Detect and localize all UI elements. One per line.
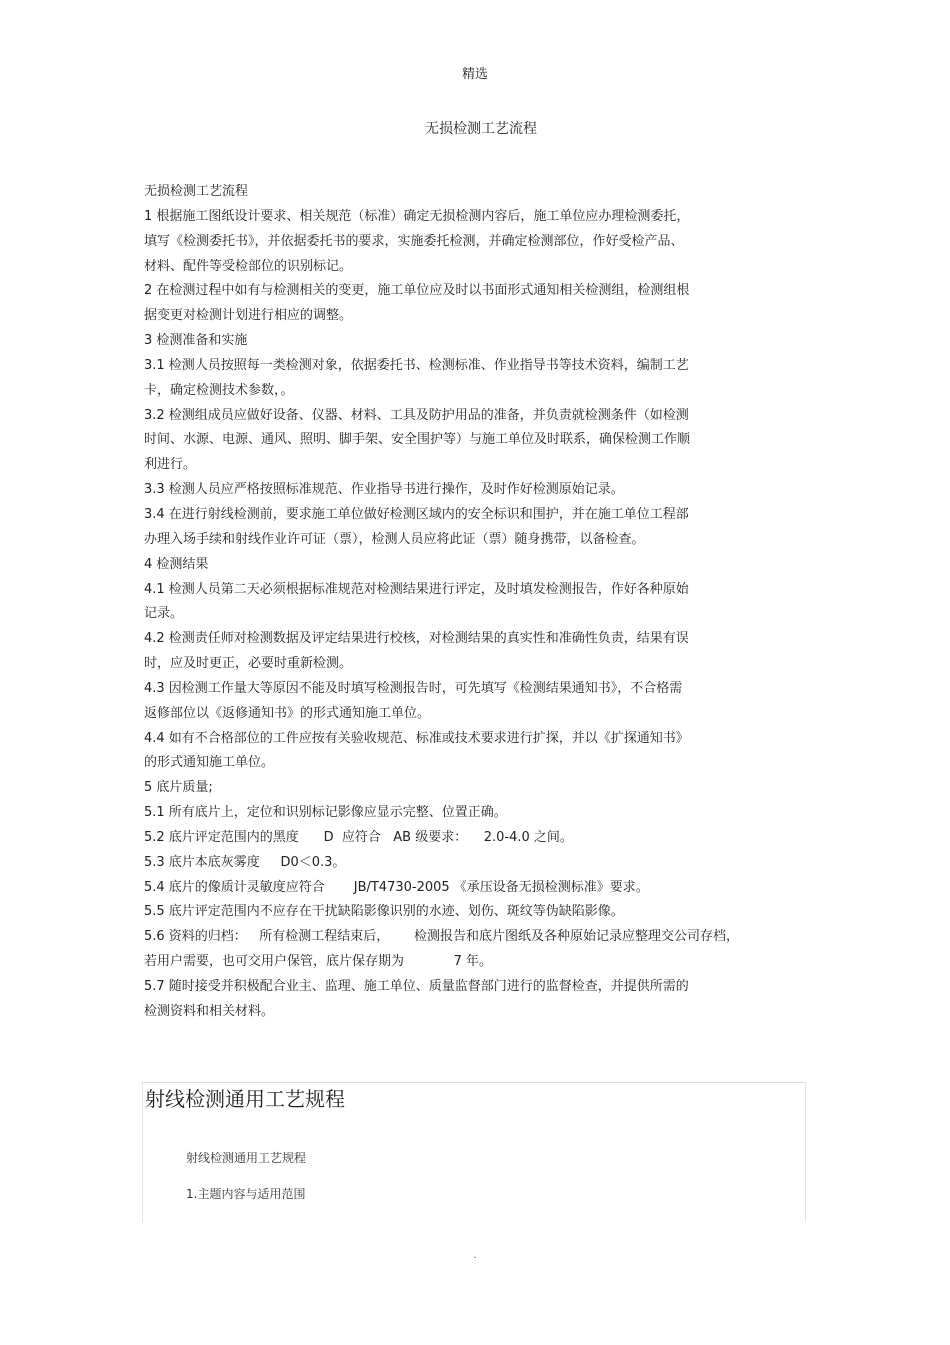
text-line: 5.6 资料的归档： 所有检测工程结束后， 检测报告和底片图纸及各种原始记录应整理交公司存档， <box>144 929 739 945</box>
text-line: 的形式通知施工单位。 <box>144 755 275 771</box>
text-line: 4 检测结果 <box>144 556 209 572</box>
text-line: 5.1 所有底片上，定位和识别标记影像应显示完整、位置正确。 <box>144 805 507 821</box>
text-line: 时间、水源、电源、通风、照明、脚手架、安全围护等）与施工单位及时联系，确保检测工作顺 <box>144 432 691 448</box>
text-line: 5.2 底片评定范围内的黑度 D 应符合 AB 级要求： 2.0-4.0 之间。 <box>144 829 573 845</box>
text-line: 5.7 随时接受并积极配合业主、监理、施工单位、质量监督部门进行的监督检查，并提供所需的 <box>144 979 689 994</box>
text-line: 3 检测准备和实施 <box>144 333 248 349</box>
footer-mark: . <box>473 1250 477 1261</box>
text-line: 卡，确定检测技术参数，。 <box>144 382 294 398</box>
text-line: 若用户需要，也可交用户保管，底片保存期为 7 年。 <box>144 954 492 970</box>
document-title: 无损检测工艺流程 <box>425 121 537 137</box>
embedded-heading: 射线检测通用工艺规程 <box>145 1087 345 1111</box>
header-mark: 精选 <box>461 67 488 82</box>
text-line: 填写《检测委托书》，并依据委托书的要求，实施委托检测，并确定检测部位，作好受检产品、 <box>144 233 684 249</box>
embedded-section <box>142 1082 806 1222</box>
text-line: 时，应及时更正，必要时重新检测。 <box>144 656 353 672</box>
text-line: 5 底片质量; <box>144 780 213 796</box>
text-line: 返修部位以《返修通知书》的形式通知施工单位。 <box>144 705 431 721</box>
text-line: 无损检测工艺流程 <box>144 184 249 199</box>
embedded-subtitle: 射线检测通用工艺规程 <box>186 1151 307 1165</box>
text-line: 检测资料和相关材料。 <box>144 1003 275 1019</box>
text-line: 4.2 检测责任师对检测数据及评定结果进行校核，对检测结果的真实性和准确性负责，结果有误 <box>144 631 689 647</box>
text-line: 5.5 底片评定范围内不应存在干扰缺陷影像识别的水迹、划伤、斑纹等伪缺陷影像。 <box>144 904 624 920</box>
text-line: 3.4 在进行射线检测前，要求施工单位做好检测区域内的安全标识和围护，并在施工单位工程部 <box>144 506 689 522</box>
text-line: 利进行。 <box>144 457 197 473</box>
text-line: 4.1 检测人员第二天必须根据标准规范对检测结果进行评定，及时填发检测报告，作好各种原始 <box>144 581 689 597</box>
text-line: 2 在检测过程中如有与检测相关的变更，施工单位应及时以书面形式通知相关检测组，检测组根 <box>144 283 690 299</box>
body-text <box>144 180 784 1025</box>
text-line: 办理入场手续和射线作业许可证（票），检测人员应将此证（票）随身携带，以备检查。 <box>144 531 645 547</box>
text-line: 3.3 检测人员应严格按照标准规范、作业指导书进行操作，及时作好检测原始记录。 <box>144 482 624 498</box>
text-line: 3.1 检测人员按照每一类检测对象，依据委托书、检测标准、作业指导书等技术资料，编制工艺 <box>144 357 689 373</box>
text-line: 5.4 底片的像质计灵敏度应符合 JB/T4730-2005 《承压设备无损检测标准》要求。 <box>144 879 649 895</box>
text-line: 3.2 检测组成员应做好设备、仪器、材料、工具及防护用品的准备，并负责就检测条件（如检测 <box>144 407 689 423</box>
text-line: 4.4 如有不合格部位的工件应按有关验收规范、标准或技术要求进行扩探，并以《扩探通知书》 <box>144 730 689 746</box>
embedded-section-title: 1.主题内容与适用范围 <box>186 1187 306 1201</box>
text-line: 记录。 <box>144 606 184 622</box>
text-line: 4.3 因检测工作量大等原因不能及时填写检测报告时，可先填写《检测结果通知书》，不合格需 <box>144 680 683 696</box>
text-line: 材料、配件等受检部位的识别标记。 <box>144 258 353 274</box>
text-line: 1 根据施工图纸设计要求、相关规范（标准）确定无损检测内容后，施工单位应办理检测委托， <box>144 208 690 224</box>
text-line: 5.3 底片本底灰雾度 D0＜0.3。 <box>144 854 346 870</box>
text-line: 据变更对检测计划进行相应的调整。 <box>144 308 353 324</box>
